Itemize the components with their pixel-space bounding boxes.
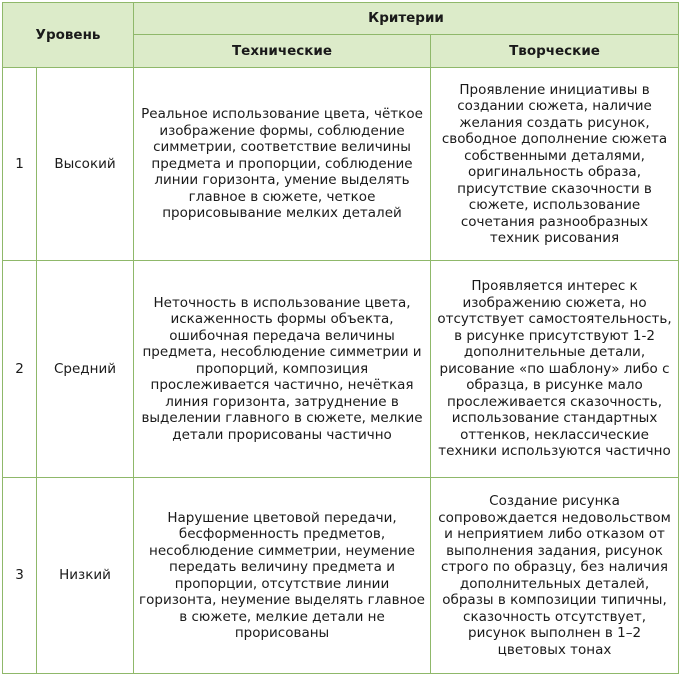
header-level: Уровень — [3, 3, 134, 68]
table-row — [3, 478, 679, 674]
level-name: Средний — [37, 261, 134, 478]
level-name: Низкий — [37, 478, 134, 674]
row-number: 3 — [3, 478, 37, 674]
technical-criteria: Реальное использование цвета, чёткое изображение формы, соблюдение симметрии, соответствие величины предмета и пропорции, соблюдение линии горизонта, умение выделять главное в сюжете, четкое прорисовывание мелких деталей — [134, 68, 431, 261]
header-criteria: Критерии — [134, 3, 679, 35]
table-row — [3, 261, 679, 478]
table-row — [3, 68, 679, 261]
row-number: 2 — [3, 261, 37, 478]
technical-criteria: Нарушение цветовой передачи, бесформенность предметов, несоблюдение симметрии, неумение передать величину предмета и пропорции, отсутствие линии горизонта, неумение выделять главное в сюжете, мелкие детали не прорисованы — [134, 478, 431, 674]
creative-criteria: Проявление инициативы в создании сюжета, наличие желания создать рисунок, свободное дополнение сюжета собственными деталями, оригинальность образа, присутствие сказочности в сюжете, использование сочетания разнообразных техник рисования — [431, 68, 679, 261]
level-name: Высокий — [37, 68, 134, 261]
header-creative: Творческие — [431, 35, 679, 68]
creative-criteria: Создание рисунка сопровождается недовольством и неприятием либо отказом от выполнения задания, рисунок строго по образцу, без наличия дополнительных деталей, образы в композиции типичны, сказочность отсутствует, рисунок выполнен в 1–2 цветовых тонах — [431, 478, 679, 674]
creative-criteria: Проявляется интерес к изображению сюжета, но отсутствует самостоятельность, в рисунке присутствуют 1-2 дополнительные детали, рисование «по шаблону» либо с образца, в рисунке мало прослеживается сказочность, использование стандартных оттенков, неклассические техники используются частично — [431, 261, 679, 478]
criteria-table — [2, 2, 679, 674]
row-number: 1 — [3, 68, 37, 261]
technical-criteria: Неточность в использование цвета, искаженность формы объекта, ошибочная передача величины предмета, несоблюдение симметрии и пропорций, композиция прослеживается частично, нечёткая линия горизонта, затруднение в выделении главного в сюжете, мелкие детали прорисованы частично — [134, 261, 431, 478]
header-technical: Технические — [134, 35, 431, 68]
